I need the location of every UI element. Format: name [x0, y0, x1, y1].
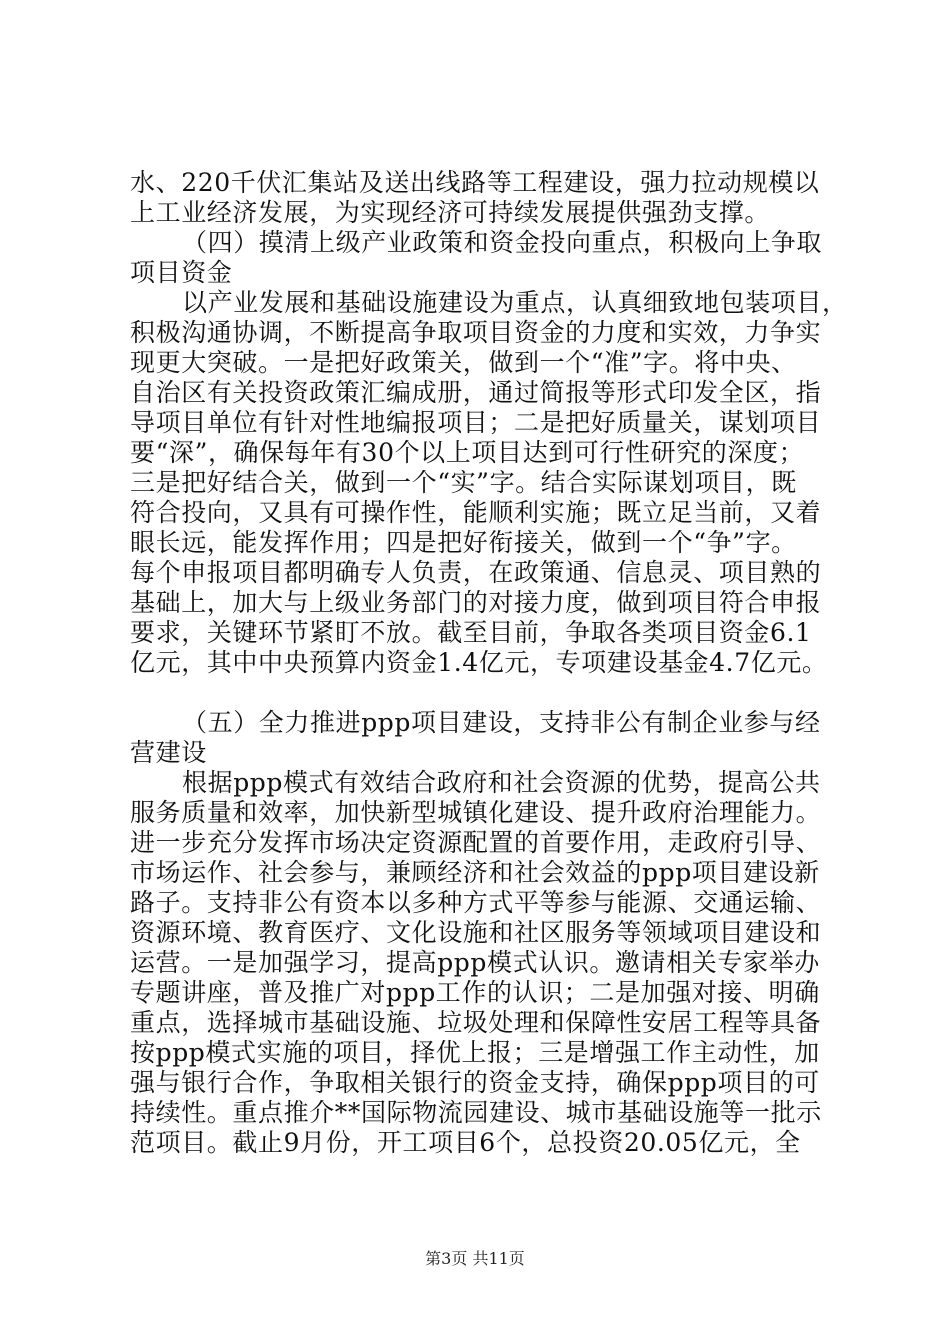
text-line: 服务质量和效率，加快新型城镇化建设、提升政府治理能力。 [130, 798, 822, 827]
text-line: 现更大突破。一是把好政策关，做到一个“准”字。将中央、 [130, 348, 797, 377]
text-line: 基础上，加大与上级业务部门的对接力度，做到项目符合申报 [130, 588, 822, 617]
section-heading-cont: 项目资金 [130, 258, 233, 287]
text-line: 导项目单位有针对性地编报项目；二是把好质量关，谋划项目 [130, 408, 822, 437]
blank-line [130, 678, 830, 708]
section-heading-cont: 营建设 [130, 738, 207, 767]
text-line: 市场运作、社会参与，兼顾经济和社会效益的ppp项目建设新 [130, 858, 820, 887]
text-line: 积极沟通协调，不断提高争取项目资金的力度和实效，力争实 [130, 318, 822, 347]
text-line: 运营。一是加强学习，提高ppp模式认识。邀请相关专家举办 [130, 948, 820, 977]
text-line: 路子。支持非公有资本以多种方式平等参与能源、交通运输、 [130, 888, 822, 917]
text-line: 水、220千伏汇集站及送出线路等工程建设，强力拉动规模以 [130, 168, 820, 197]
text-line: 符合投向，又具有可操作性，能顺利实施；既立足当前，又着 [130, 498, 822, 527]
paragraph-start: 以产业发展和基础设施建设为重点，认真细致地包装项目， [182, 288, 848, 317]
section-heading: （四）摸清上级产业政策和资金投向重点，积极向上争取 [182, 228, 823, 257]
text-line: 眼长远，能发挥作用；四是把好衔接关，做到一个“争”字。 [130, 528, 797, 557]
text-line: 专题讲座，普及推广对ppp工作的认识；二是加强对接、明确 [130, 978, 820, 1007]
text-line: 要“深”，确保每年有30个以上项目达到可行性研究的深度； [130, 438, 805, 467]
body-text [130, 168, 848, 1158]
text-line: 上工业经济发展，为实现经济可持续发展提供强劲支撑。 [130, 198, 771, 227]
page-footer: 第3页 共11页 [425, 1249, 525, 1268]
paragraph-start: 根据ppp模式有效结合政府和社会资源的优势，提高公共 [182, 768, 821, 797]
text-line: 重点，选择城市基础设施、垃圾处理和保障性安居工程等具备 [130, 1008, 822, 1037]
text-line: 三是把好结合关，做到一个“实”字。结合实际谋划项目，既 [130, 468, 797, 497]
text-line: 要求，关键环节紧盯不放。截至目前，争取各类项目资金6.1 [130, 618, 812, 647]
text-line: 强与银行合作，争取相关银行的资金支持，确保ppp项目的可 [130, 1068, 820, 1097]
text-line: 每个申报项目都明确专人负责，在政策通、信息灵、项目熟的 [130, 558, 822, 587]
text-line: 按ppp模式实施的项目，择优上报；三是增强工作主动性，加 [130, 1038, 820, 1067]
text-line: 亿元，其中中央预算内资金1.4亿元，专项建设基金4.7亿元。 [130, 648, 828, 677]
text-line: 资源环境、教育医疗、文化设施和社区服务等领域项目建设和 [130, 918, 822, 947]
section-heading: （五）全力推进ppp项目建设，支持非公有制企业参与经 [182, 708, 821, 737]
text-line: 范项目。截止9月份，开工项目6个，总投资20.05亿元，全 [130, 1128, 801, 1157]
text-line: 持续性。重点推介**国际物流园建设、城市基础设施等一批示 [130, 1098, 822, 1127]
text-line: 进一步充分发挥市场决定资源配置的首要作用，走政府引导、 [130, 828, 822, 857]
text-line: 自治区有关投资政策汇编成册，通过简报等形式印发全区，指 [130, 378, 822, 407]
